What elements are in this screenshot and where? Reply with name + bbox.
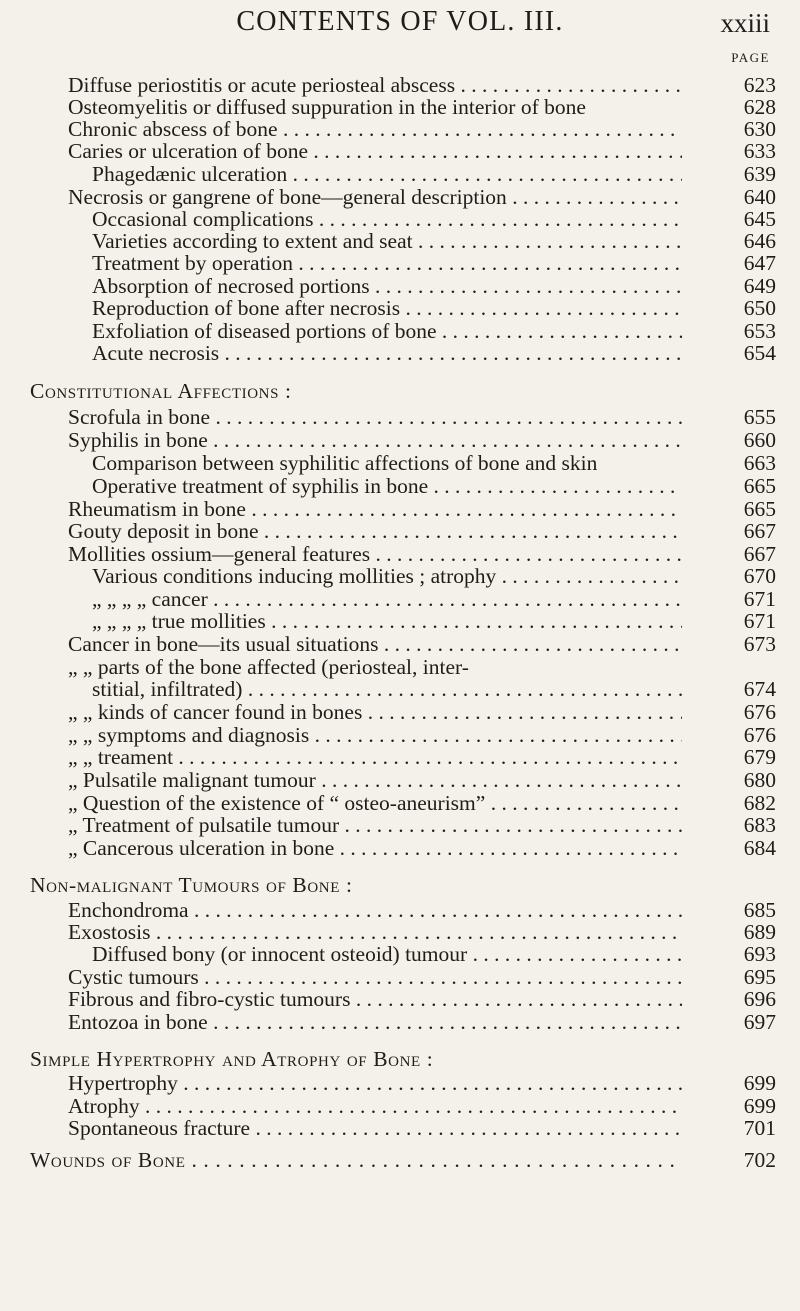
toc-entry: Syphilis in bone . . <box>68 427 682 453</box>
page-column-label: PAGE <box>731 50 770 65</box>
toc-entry: Osteomyelitis or diffused suppuration in the interior of bone <box>68 95 586 119</box>
toc-page-number: 676 <box>743 700 776 724</box>
toc-page-number: 679 <box>743 745 776 769</box>
section-heading: Non-malignant Tumours of Bone : <box>30 873 353 897</box>
toc-entry: „ Question of the existence of “ osteo-aneurism” . . <box>68 790 682 816</box>
toc-page-number: 689 <box>743 920 776 944</box>
toc-page-number: 655 <box>743 405 776 429</box>
toc-entry: Exfoliation of diseased portions of bone . . <box>92 318 682 344</box>
page-number: xxiii <box>720 8 770 38</box>
toc-entry: Gouty deposit in bone . . <box>68 518 682 544</box>
toc-page-number: 647 <box>743 251 776 275</box>
toc-entry: Occasional complications . . <box>92 206 682 232</box>
toc-entry: Fibrous and fibro-cystic tumours . . <box>68 986 682 1012</box>
toc-entry: Absorption of necrosed portions . . <box>92 273 682 299</box>
toc-entry: Scrofula in bone . . <box>68 404 682 430</box>
toc-entry: Acute necrosis . . <box>92 340 682 366</box>
toc-page-number: 680 <box>743 768 776 792</box>
toc-page-number: 660 <box>743 428 776 452</box>
toc-entry: Hypertrophy . . <box>68 1070 682 1096</box>
toc-page-number: 639 <box>743 162 776 186</box>
toc-entry: Rheumatism in bone . . <box>68 496 682 522</box>
toc-page-number: 663 <box>743 451 776 475</box>
toc-page-number: 701 <box>743 1116 776 1140</box>
toc-page-number: 683 <box>743 813 776 837</box>
toc-page-number: 671 <box>743 609 776 633</box>
toc-page-number: 667 <box>743 542 776 566</box>
toc-page-number: 702 <box>743 1148 776 1172</box>
toc-entry: „ „ kinds of cancer found in bones . . <box>68 699 682 725</box>
toc-entry: „ „ „ „ cancer . . <box>92 586 682 612</box>
toc-page-number: 676 <box>743 723 776 747</box>
toc-page-number: 699 <box>743 1094 776 1118</box>
toc-page-number: 697 <box>743 1010 776 1034</box>
toc-entry: Cancer in bone—its usual situations . . <box>68 631 682 657</box>
toc-page-number: 623 <box>743 73 776 97</box>
toc-page-number: 674 <box>743 677 776 701</box>
toc-entry: Chronic abscess of bone . . <box>68 116 682 142</box>
toc-page-number: 685 <box>743 898 776 922</box>
toc-entry: stitial, infiltrated) . . <box>92 676 682 702</box>
toc-page-number: 696 <box>743 987 776 1011</box>
section-heading: Simple Hypertrophy and Atrophy of Bone : <box>30 1047 434 1071</box>
toc-entry: Necrosis or gangrene of bone—general description . . <box>68 184 682 210</box>
toc-entry: Spontaneous fracture . . <box>68 1115 682 1141</box>
toc-page-number: 693 <box>743 942 776 966</box>
toc-page-number: 630 <box>743 117 776 141</box>
section-heading: Constitutional Affections : <box>30 379 292 403</box>
section-heading: Wounds of Bone . . <box>30 1147 682 1173</box>
toc-entry: „ Treatment of pulsatile tumour . . <box>68 812 682 838</box>
toc-entry: Mollities ossium—general features . . <box>68 541 682 567</box>
toc-page-number: 665 <box>743 474 776 498</box>
toc-entry: „ „ treament . . <box>68 744 682 770</box>
toc-entry: „ „ parts of the bone affected (periosteal, inter- <box>68 655 469 679</box>
toc-page-number: 653 <box>743 319 776 343</box>
toc-entry: Entozoa in bone . . <box>68 1009 682 1035</box>
toc-entry: Phagedænic ulceration . . <box>92 161 682 187</box>
toc-page-number: 695 <box>743 965 776 989</box>
toc-entry: Exostosis . . <box>68 919 682 945</box>
toc-entry: Enchondroma . . <box>68 897 682 923</box>
toc-entry: Cystic tumours . . <box>68 964 682 990</box>
toc-entry: Atrophy . . <box>68 1093 682 1119</box>
toc-entry: Reproduction of bone after necrosis . . <box>92 295 682 321</box>
toc-entry: Varieties according to extent and seat . . <box>92 228 682 254</box>
toc-page-number: 650 <box>743 296 776 320</box>
toc-page-number: 667 <box>743 519 776 543</box>
page-header <box>0 6 800 46</box>
toc-entry: „ „ symptoms and diagnosis . . <box>68 722 682 748</box>
page-title: CONTENTS OF VOL. III. <box>236 6 564 37</box>
toc-page-number: 699 <box>743 1071 776 1095</box>
toc-entry: „ Pulsatile malignant tumour . . <box>68 767 682 793</box>
toc-page-number: 670 <box>743 564 776 588</box>
toc-entry: Diffuse periostitis or acute periosteal abscess . . <box>68 72 682 98</box>
toc-entry: Caries or ulceration of bone . . <box>68 138 682 164</box>
toc-page-number: 654 <box>743 341 776 365</box>
toc-entry: „ „ „ „ true mollities . . <box>92 608 682 634</box>
toc-entry: Operative treatment of syphilis in bone . . <box>92 473 682 499</box>
toc-page-number: 646 <box>743 229 776 253</box>
toc-page-number: 640 <box>743 185 776 209</box>
toc-entry: Diffused bony (or innocent osteoid) tumour . . <box>92 941 682 967</box>
toc-page-number: 671 <box>743 587 776 611</box>
toc-page-number: 633 <box>743 139 776 163</box>
toc-page-number: 684 <box>743 836 776 860</box>
toc-entry: Treatment by operation . . <box>92 250 682 276</box>
toc-page-number: 628 <box>743 95 776 119</box>
toc-page-number: 673 <box>743 632 776 656</box>
toc-page-number: 665 <box>743 497 776 521</box>
toc-entry: „ Cancerous ulceration in bone . . <box>68 835 682 861</box>
toc-page-number: 682 <box>743 791 776 815</box>
toc-entry: Various conditions inducing mollities ; atrophy . . <box>92 563 682 589</box>
toc-entry: Comparison between syphilitic affections of bone and skin <box>92 451 598 475</box>
toc-page-number: 645 <box>743 207 776 231</box>
toc-page-number: 649 <box>743 274 776 298</box>
